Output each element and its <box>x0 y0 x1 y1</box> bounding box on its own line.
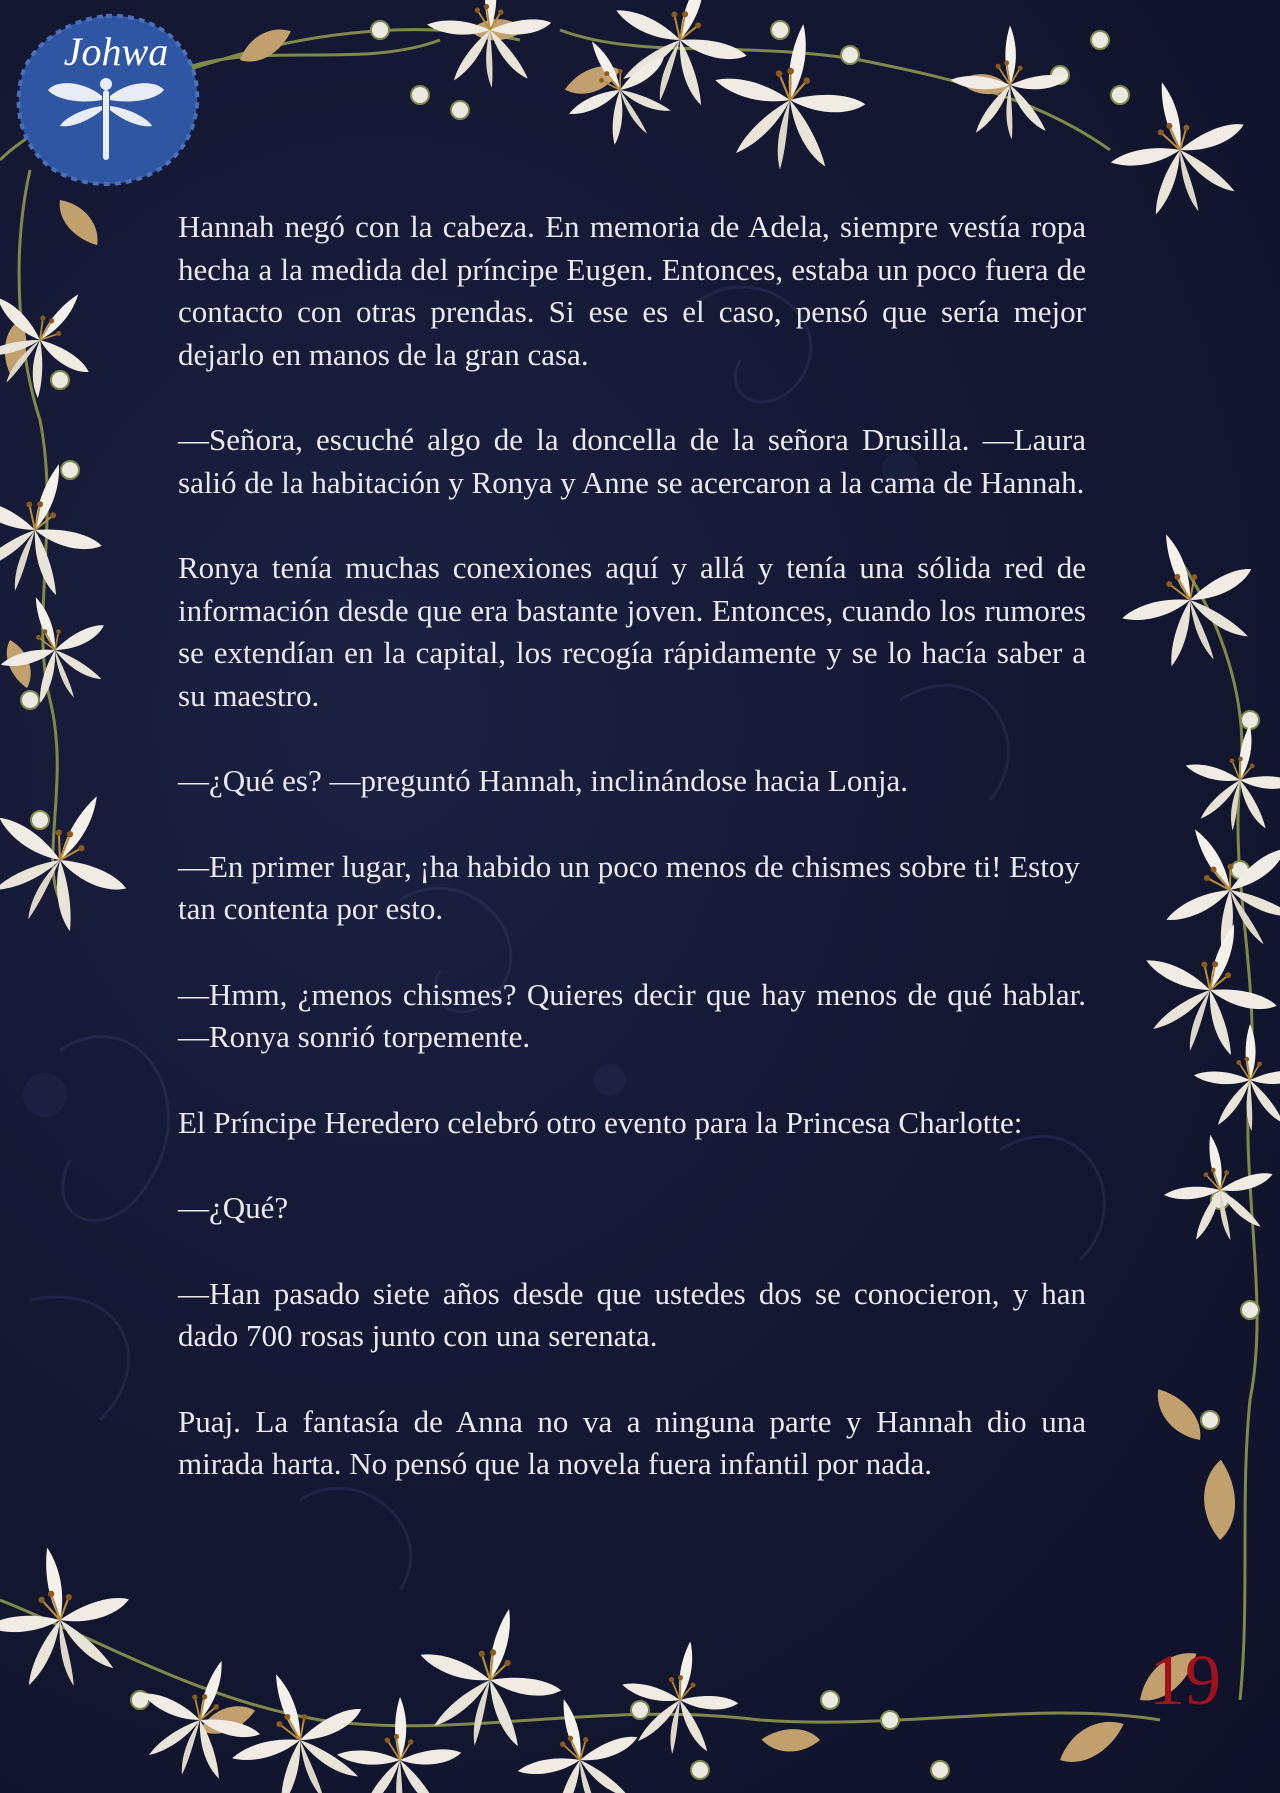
paragraph: Ronya tenía muchas conexiones aquí y allá y tenía una sólida red de información desde que era bastante joven. Entonces, cuando los rumores se extendían en la capital, los recogía rápidamente y se lo hacía saber a su maestro. <box>178 550 1086 713</box>
paragraph: —¿Qué es? —preguntó Hannah, inclinándose hacia Lonja. <box>178 763 908 798</box>
paragraph: —En primer lugar, ¡ha habido un poco menos de chismes sobre ti! Estoy tan contenta por esto. <box>178 848 1080 926</box>
paragraph: —Señora, escuché algo de la doncella de la señora Drusilla. —Laura salió de la habitación y Ronya y Anne se acercaron a la cama de Hannah. <box>178 422 1086 500</box>
chapter-text <box>178 206 1086 1529</box>
paragraph: —¿Qué? <box>178 1190 289 1225</box>
paragraph: Puaj. La fantasía de Anna no va a ninguna parte y Hannah dio una mirada harta. No pensó que la novela fuera infantil por nada. <box>178 1403 1086 1481</box>
logo-wordmark: Johwa <box>63 29 169 74</box>
johwa-logo-badge <box>12 10 200 188</box>
paragraph: —Han pasado siete años desde que ustedes dos se conocieron, y han dado 700 rosas junto con una serenata. <box>178 1275 1086 1353</box>
paragraph: —Hmm, ¿menos chismes? Quieres decir que hay menos de qué hablar. —Ronya sonrió torpemente. <box>178 976 1086 1054</box>
paragraph: Hannah negó con la cabeza. En memoria de Adela, siempre vestía ropa hecha a la medida del príncipe Eugen. Entonces, estaba un poco fuera de contacto con otras prendas. Si ese es el caso, pensó que sería mejor dejarlo en manos de la gran casa. <box>178 209 1086 372</box>
page-number: 19 <box>1149 1640 1221 1720</box>
paragraph: El Príncipe Heredero celebró otro evento para la Princesa Charlotte: <box>178 1104 1023 1140</box>
